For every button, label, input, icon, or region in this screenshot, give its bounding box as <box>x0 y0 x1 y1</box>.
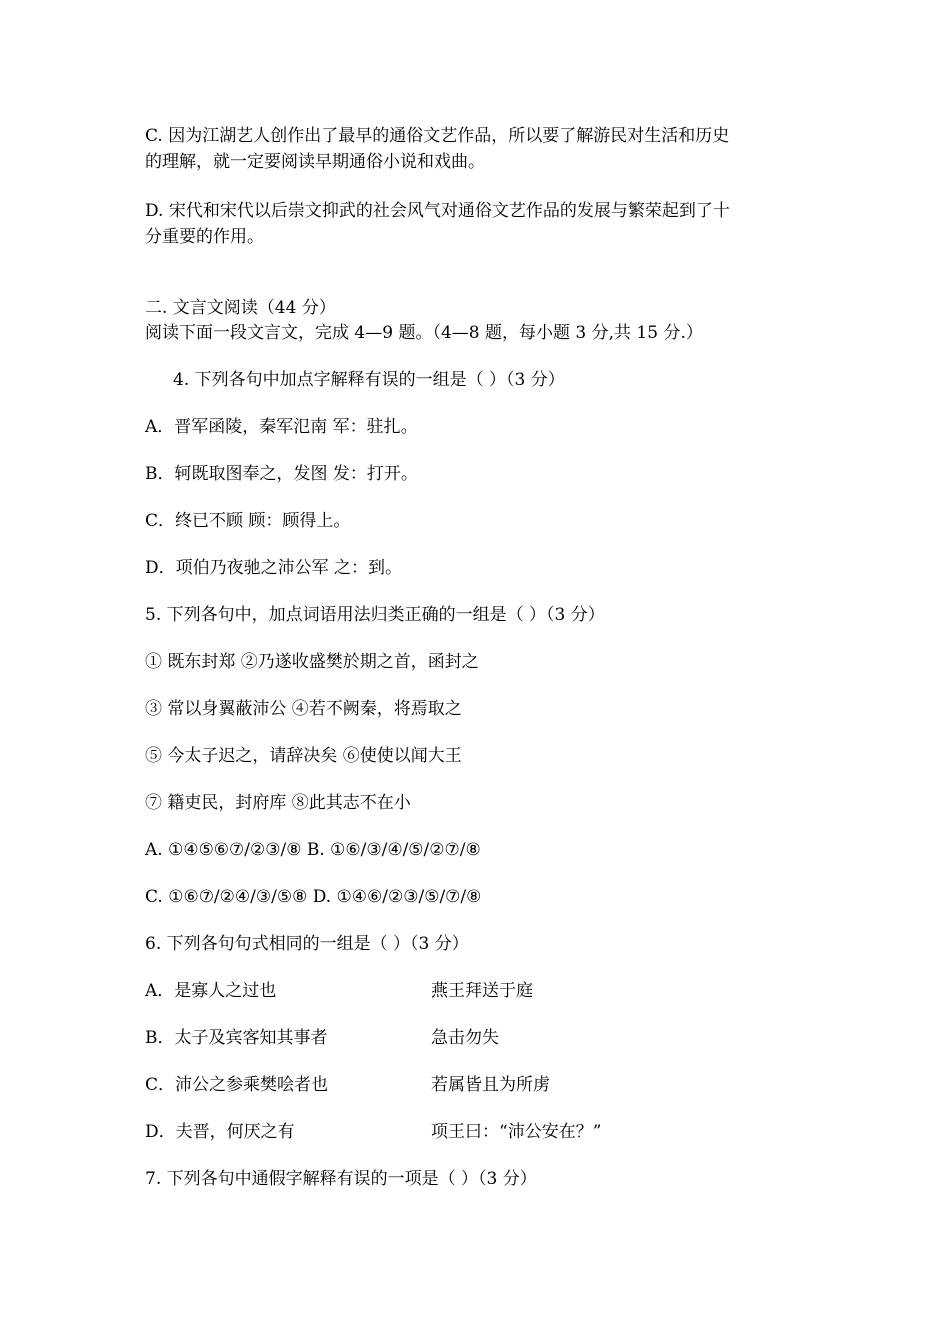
q6-row-d-right: 项王曰：“沛公安在？” <box>431 1122 602 1142</box>
q5-sentence-2: ③ 常以身翼蔽沛公 ④若不阙秦，将焉取之 <box>145 699 462 719</box>
q5-sentence-3: ⑤ 今太子迟之，请辞决矣 ⑥使使以闻大王 <box>145 746 462 766</box>
q7-stem: 7. 下列各句中通假字解释有误的一项是（ ）（3 分） <box>145 1169 537 1189</box>
q4-option-b: B．轲既取图奉之，发图 发：打开。 <box>145 464 418 484</box>
q6-row-d <box>145 1120 601 1144</box>
option-d-line2: 分重要的作用。 <box>145 227 264 247</box>
q6-row-d-left: D．夫晋，何厌之有 <box>145 1122 295 1142</box>
option-d-line1: D. 宋代和宋代以后崇文抑武的社会风气对通俗文艺作品的发展与繁荣起到了十 <box>145 201 730 221</box>
section-heading: 二. 文言文阅读（44 分） <box>145 298 336 318</box>
q4-stem: 4. 下列各句中加点字解释有误的一组是（ ）（3 分） <box>173 370 565 390</box>
q6-row-b-left: B．太子及宾客知其事者 <box>145 1028 328 1048</box>
q5-options-cd: C. ①⑥⑦/②④/③/⑤⑧ D. ①④⑥/②③/⑤/⑦/⑧ <box>145 887 482 907</box>
q6-row-a <box>145 979 533 1003</box>
q5-options-ab: A. ①④⑤⑥⑦/②③/⑧ B. ①⑥/③/④/⑤/②⑦/⑧ <box>145 840 481 860</box>
q6-row-c <box>145 1073 550 1097</box>
q6-row-a-left: A．是寡人之过也 <box>145 981 277 1001</box>
q4-option-c: C．终已不顾 顾：顾得上。 <box>145 511 351 531</box>
q6-stem: 6. 下列各句句式相同的一组是（ ）（3 分） <box>145 934 469 954</box>
q6-row-c-right: 若属皆且为所虏 <box>431 1075 550 1095</box>
section-instruction: 阅读下面一段文言文，完成 4—9 题。（4—8 题，每小题 3 分,共 15 分.） <box>145 323 703 343</box>
q5-stem: 5. 下列各句中，加点词语用法归类正确的一组是（ ）（3 分） <box>145 605 605 625</box>
q6-row-b <box>145 1026 499 1050</box>
q6-row-c-left: C．沛公之参乘樊哙者也 <box>145 1075 329 1095</box>
q6-row-a-right: 燕王拜送于庭 <box>431 981 533 1001</box>
option-c-line2: 的理解，就一定要阅读早期通俗小说和戏曲。 <box>145 152 485 172</box>
q6-row-b-right: 急击勿失 <box>431 1028 499 1048</box>
q5-sentence-1: ① 既东封郑 ②乃遂收盛樊於期之首，函封之 <box>145 652 479 672</box>
q4-option-a: A．晋军函陵，秦军氾南 军：驻扎。 <box>145 417 418 437</box>
q5-sentence-4: ⑦ 籍吏民，封府库 ⑧此其志不在小 <box>145 793 411 813</box>
q4-option-d: D．项伯乃夜驰之沛公军 之：到。 <box>145 558 403 578</box>
option-c-line1: C. 因为江湖艺人创作出了最早的通俗文艺作品，所以要了解游民对生活和历史 <box>145 126 730 146</box>
